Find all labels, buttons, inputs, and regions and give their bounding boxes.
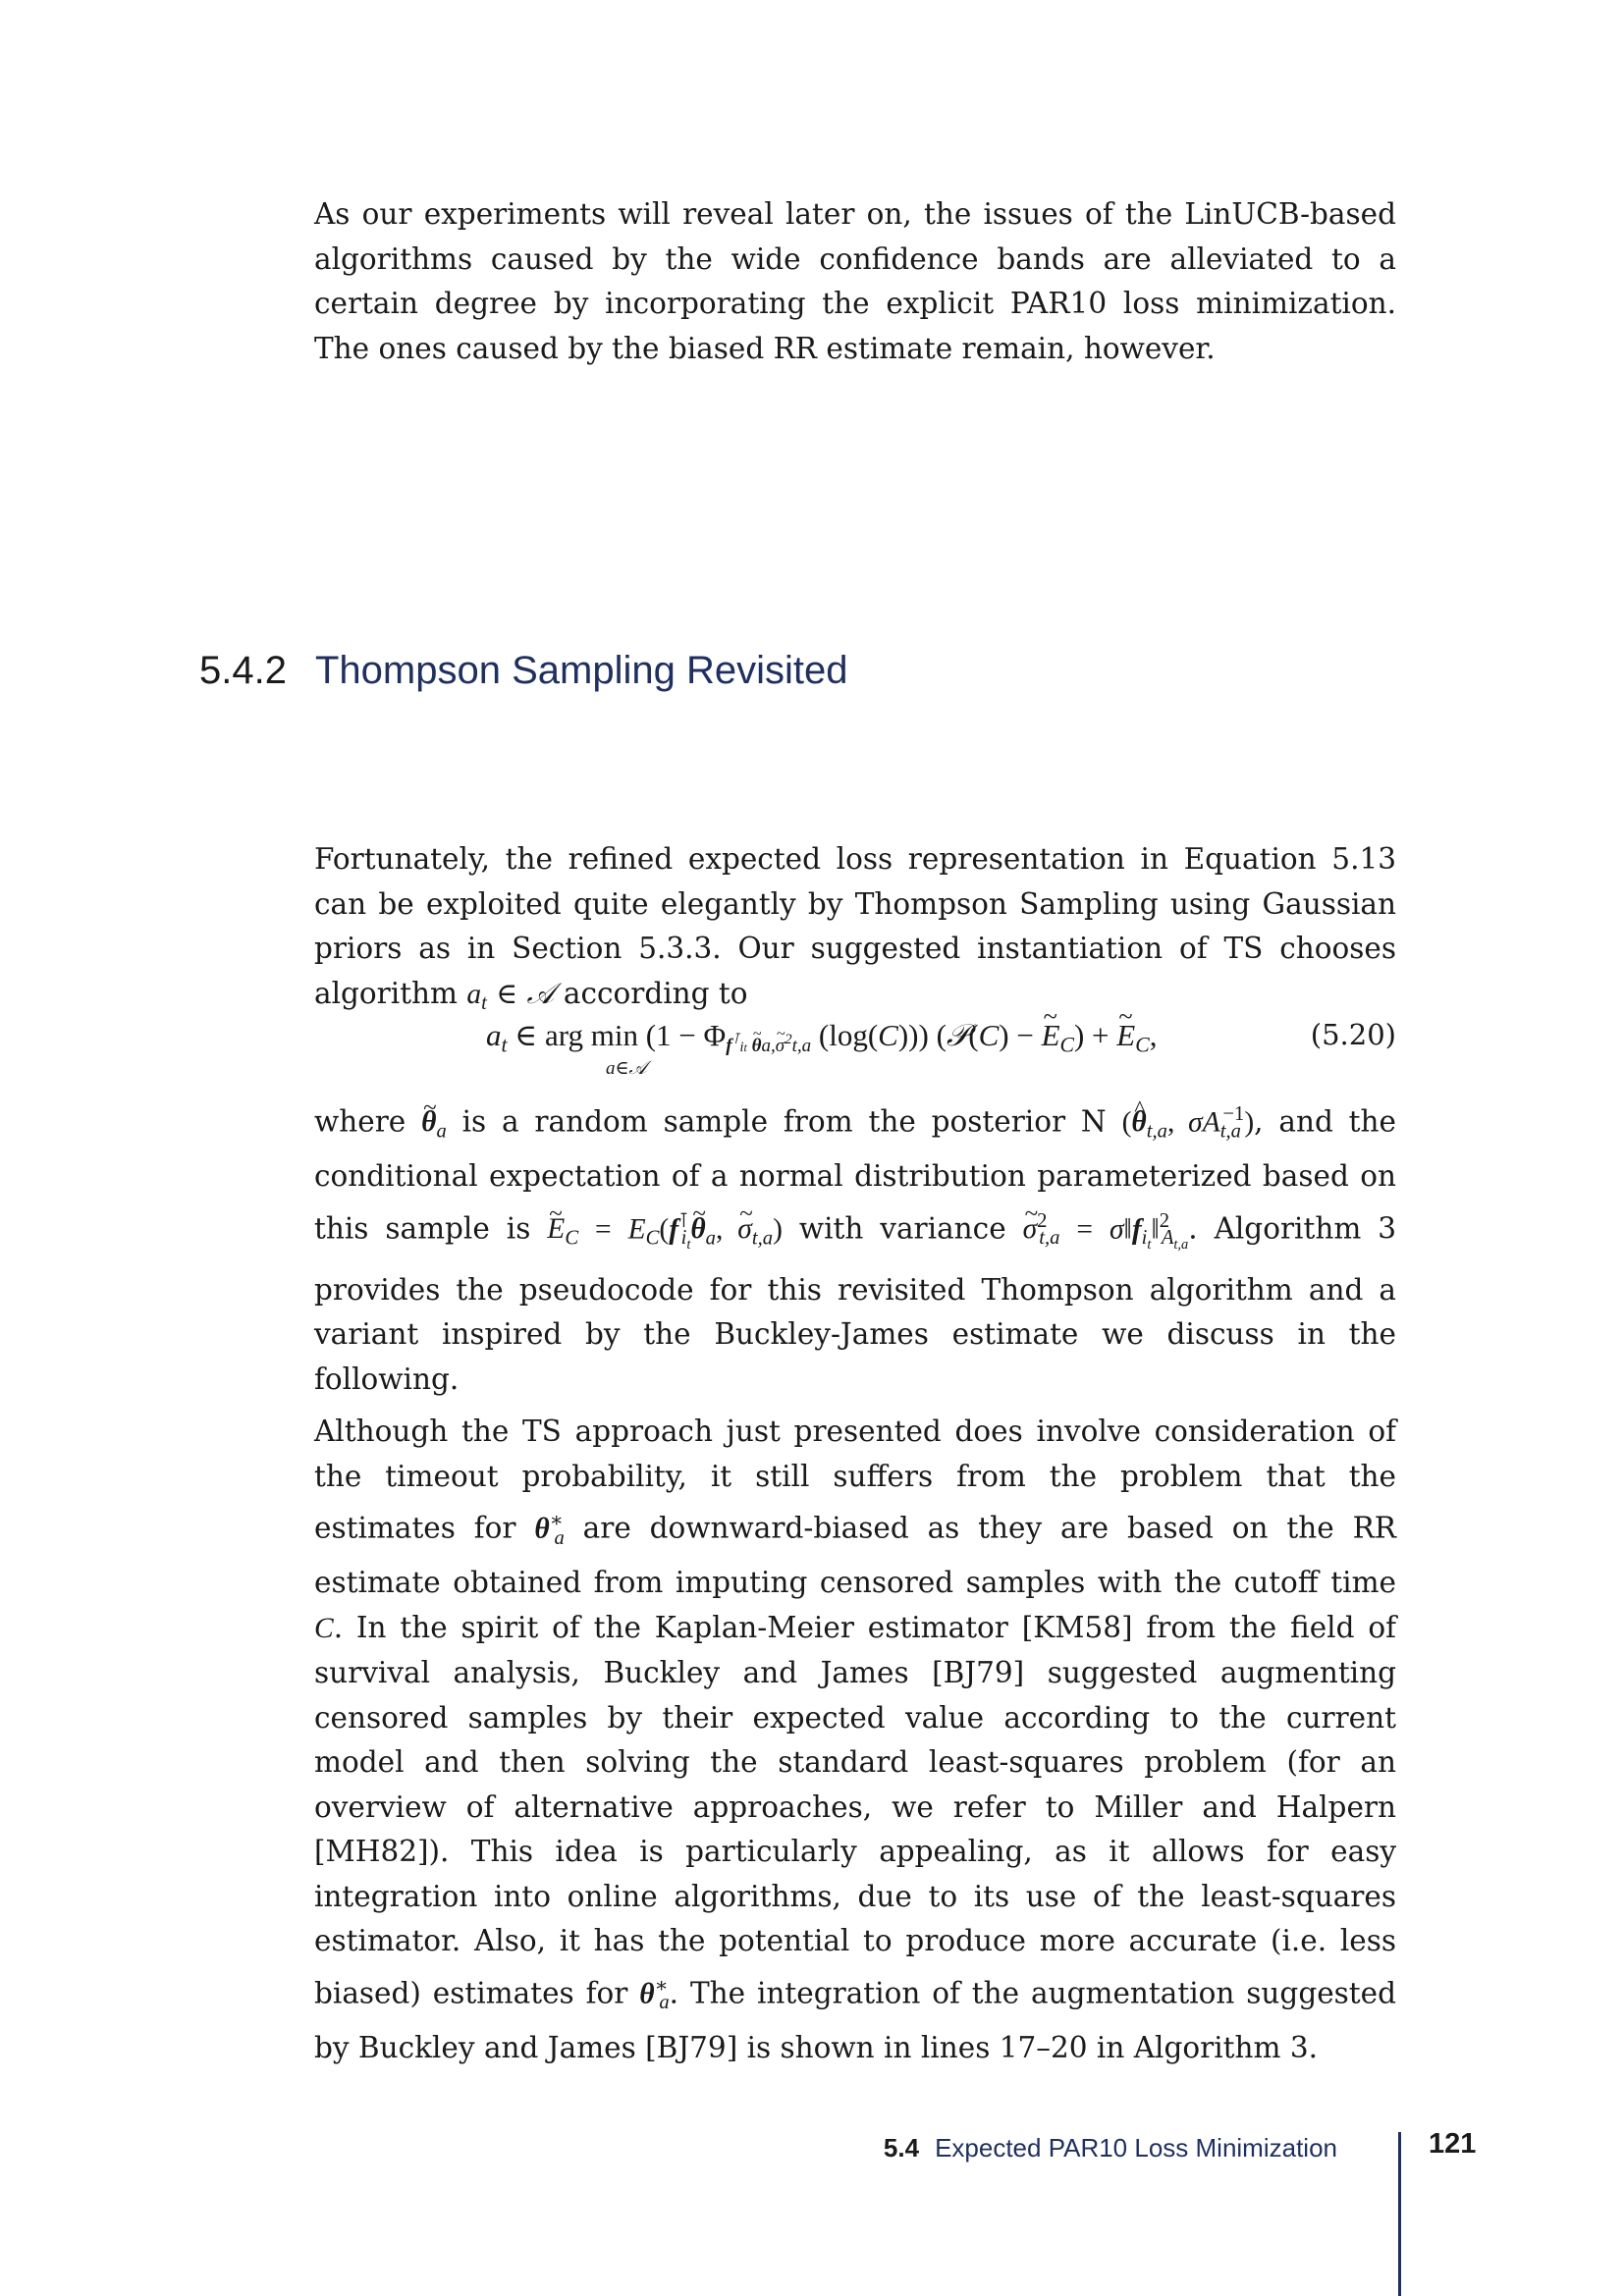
section-number: 5.4.2 (199, 649, 287, 692)
paragraph-4-part-4: . The integration of the augmentation suggested by Buckley and James [BJ79] is shown in lines 17–20 in Algorithm 3. (314, 1975, 1396, 2064)
section-heading (199, 643, 847, 698)
paragraph-4 (314, 1410, 1396, 2070)
paragraph-3-part-5: . Algorithm 3 provides the pseudocode for this revisited Thompson algorithm and a variant inspired by the Buckley-James estimate we discuss in the following. (314, 1210, 1397, 1396)
paragraph-2-text: Fortunately, the refined expected loss representation in Equation 5.13 can be exploited quite elegantly by Thompson Sampling using Gaussian priors as in Section 5.3.3. Our suggested instantiation of TS chooses algorithm $a_t$ ∈ 𝒜 according to (314, 842, 1396, 1014)
paragraph-1-text: As our experiments will reveal later on, the issues of the LinUCB-based algorithms caused by the wide confidence bands are alleviated to a certain degree by incorporating the explicit PAR10 loss minimization. The ones caused by the biased RR estimate remain, however. (314, 197, 1396, 365)
equation-number: (5.20) (1310, 1018, 1396, 1051)
math-set-A: 𝒜 (526, 978, 555, 1010)
paragraph-3 (314, 1093, 1396, 1402)
footer-section-number: 5.4 (883, 2133, 920, 2163)
paragraph-2 (314, 837, 1396, 1026)
paragraph-3-text: where ~ $\theta_a$ is a random sample from the posterior N (^ $\theta_{t,a}$, $\sigma A_{t,a}^{-1}$), and the conditional expectation of a normal distribution parameterized based on this sample is ~ $E_C$ = $E_C(f^⊺_{i_t}\sim$ $\theta_a$, ~ $\sigma_{t,a}$) with variance ~ $\sigma^2_{t,a}$ = $\sigma‖f_{i_t}‖^2_{A_{t,a}}$. Algorithm 3 provides the pseudocode for this revisited Thompson algorithm and a variant inspired by the Buckley-James estimate we discuss in the following. (314, 1093, 1396, 1402)
paragraph-1 (314, 192, 1396, 371)
page-number: 121 (1429, 2128, 1477, 2160)
paragraph-3-part-2: is a random sample from the posterior N (461, 1104, 1107, 1139)
running-footer (884, 2130, 1337, 2165)
paragraph-4-text: Although the TS approach just presented does involve consideration of the timeout probability, it still suffers from the problem that the estimates for $\theta^∗_a$ are downward-biased as they are based on the RR estimate obtained from imputing censored samples with the cutoff time C. In the spirit of the Kaplan-Meier estimator [KM58] from the field of survival analysis, Buckley and James [BJ79] suggested augmenting censored samples by their expected value according to the current model and then solving the standard least-squares problem (for an overview of alternative approaches, we refer to Miller and Halpern [MH82]). This idea is particularly appealing, as it allows for easy integration into online algorithms, due to its use of the least-squares estimator. Also, it has the potential to produce more accurate (i.e. less biased) estimates for $\theta^∗_a$. The integration of the augmentation suggested by Buckley and James [BJ79] is shown in lines 17–20 in Algorithm 3. (314, 1415, 1396, 2064)
section-title: Thompson Sampling Revisited (315, 649, 848, 692)
paragraph-3-part-4: with variance (798, 1210, 1006, 1245)
paragraph-2-part-1: Fortunately, the refined expected loss representation in Equation 5.13 can be exploited quite elegantly by Thompson Sampling using Gaussian priors as in Section 5.3.3. Our suggested instantiation of TS chooses algorithm (314, 842, 1396, 1010)
paragraph-3-part-3: , and the conditional expectation of a normal distribution parameterized based on this sample is (314, 1104, 1396, 1245)
paragraph-4-part-1: Although the TS approach just presented does involve consideration of the timeout probability, it still suffers from the problem that the estimates for (314, 1415, 1396, 1545)
footer-vertical-rule (1398, 2132, 1401, 2296)
equation-5-20 (314, 1008, 1396, 1087)
paragraph-3-part-1: where (314, 1104, 406, 1139)
paragraph-2-part-2: according to (563, 976, 748, 1010)
footer-section-title: Expected PAR10 Loss Minimization (935, 2133, 1337, 2163)
math-at: $a_t$ (466, 978, 487, 1014)
equation-body: $a_t$ ∈ arg min a∈𝒜 ($1 - \Phi_{f^⊺it \sim \theta a,\sim \sigma^2t,a}$ (log(C))) (𝒫(C) − ~ $E_C$) + ~ $E_C$, (486, 1018, 1157, 1058)
paragraph-4-part-3: . In the spirit of the Kaplan-Meier estimator [KM58] from the field of survival analysis, Buckley and James [BJ79] suggested augmenting censored samples by their expected value according to the current model and then solving the standard least-squares problem (for an overview of alternative approaches, we refer to Miller and Halpern [MH82]). This idea is particularly appealing, as it allows for easy integration into online algorithms, due to its use of the least-squares estimator. Also, it has the potential to produce more accurate (i.e. less biased) estimates for (314, 1610, 1396, 2009)
paragraph-4-part-2: are downward-biased as they are based on the RR estimate obtained from imputing censored samples with the cutoff time (314, 1511, 1396, 1600)
